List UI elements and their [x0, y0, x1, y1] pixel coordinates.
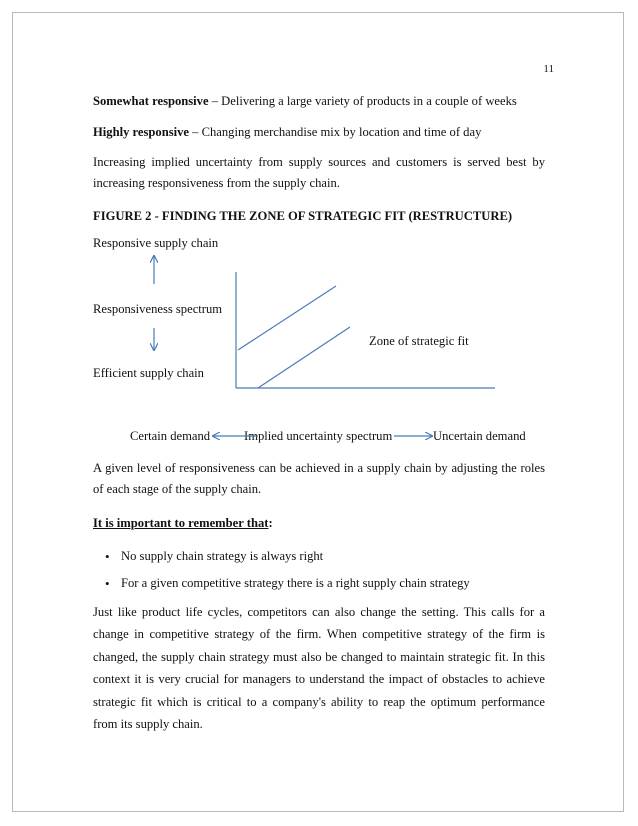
figure-title [93, 206, 545, 227]
list-item: • For a given competitive strategy there is a right supply chain strategy [93, 573, 545, 600]
somewhat-responsive-term: Somewhat responsive [93, 94, 209, 108]
important-line [93, 513, 545, 534]
highly-responsive-line [93, 122, 545, 143]
important-heading: It is important to remember that [93, 516, 269, 530]
somewhat-responsive-line [93, 91, 545, 112]
highly-responsive-text: – Changing merchandise mix by location and time of day [188, 125, 482, 139]
label-efficient-supply-chain: Efficient supply chain [93, 366, 204, 380]
paragraph-uncertainty: Increasing implied uncertainty from supply sources and customers is served best by increasing responsiveness from the supply chain. [93, 155, 545, 190]
label-responsiveness-spectrum: Responsiveness spectrum [93, 302, 223, 316]
paragraph-responsiveness: A given level of responsiveness can be achieved in a supply chain by adjusting the roles of each stage of the supply chain. [93, 461, 545, 496]
label-responsive-supply-chain: Responsive supply chain [93, 236, 219, 250]
somewhat-responsive-text: – Delivering a large variety of products in a couple of weeks [208, 94, 517, 108]
label-implied-uncertainty-spectrum: Implied uncertainty spectrum [244, 429, 393, 443]
figure-title-text: FIGURE 2 - FINDING THE ZONE OF STRATEGIC FIT (RESTRUCTURE) [93, 209, 513, 223]
important-colon: : [268, 516, 273, 530]
bullet-list [93, 546, 545, 600]
page-number: 11 [543, 63, 554, 75]
highly-responsive-term: Highly responsive [93, 125, 189, 139]
list-item: • No supply chain strategy is always right [93, 546, 545, 573]
label-zone-of-strategic-fit: Zone of strategic fit [369, 334, 469, 348]
label-uncertain-demand: Uncertain demand [433, 429, 526, 443]
paragraph-competitors: Just like product life cycles, competitors can also change the setting. This calls for a change in competitive strategy of the firm. When competitive strategy of the firm is changed, the supply chain strategy must also be changed to maintain strategic fit. In this context it is very crucial for managers to understand the impact of obstacles to achieve strategic fit which is critical to a company's ability to reap the optimum performance from its supply chain. [93, 605, 545, 732]
label-certain-demand: Certain demand [130, 429, 211, 443]
